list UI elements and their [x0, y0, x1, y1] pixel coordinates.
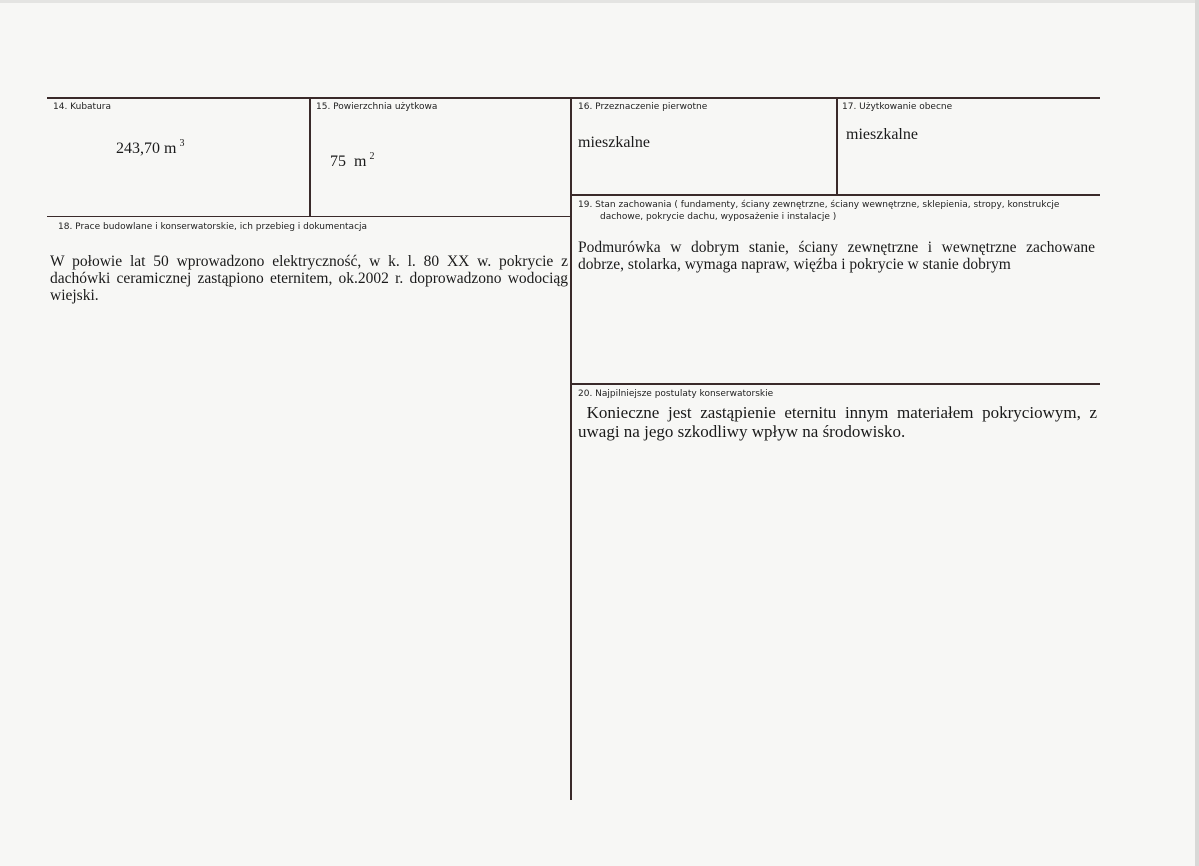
- rule-above-20: [570, 383, 1100, 385]
- field-19-label-line1: 19. Stan zachowania ( fundamenty, ściany zewnętrzne, ściany wewnętrzne, sklepienia, stropy, konstrukcje: [578, 200, 1060, 210]
- scan-edge-top: [0, 0, 1199, 3]
- field-19-label-line2: dachowe, pokrycie dachu, wyposażenie i instalacje ): [600, 212, 837, 222]
- field-17-value: mieszkalne: [846, 126, 918, 143]
- divider-16-17: [836, 97, 838, 195]
- field-14-number: 243,70 m: [116, 140, 177, 157]
- rule-above-18: [47, 216, 572, 217]
- divider-14-15: [309, 97, 311, 217]
- field-17-label: 17. Użytkowanie obecne: [842, 102, 953, 112]
- field-16-label: 16. Przeznaczenie pierwotne: [578, 102, 708, 112]
- field-18-label: 18. Prace budowlane i konserwatorskie, ich przebieg i dokumentacja: [58, 222, 368, 232]
- field-18-text: W połowie lat 50 wprowadzono elektryczność, w k. l. 80 XX w. pokrycie z dachówki ceramicznej zastąpiono eternitem, ok.2002 r. doprowadzono wodociąg wiejski.: [50, 253, 568, 304]
- field-15-label: 15. Powierzchnia użytkowa: [316, 102, 438, 112]
- field-19-text: Podmurówka w dobrym stanie, ściany zewnętrzne i wewnętrzne zachowane dobrze, stolarka, wymaga napraw, więźba i pokrycie w stanie dobrym: [578, 239, 1095, 273]
- field-16-value: mieszkalne: [578, 134, 650, 151]
- field-15-exponent: 2: [369, 151, 375, 162]
- field-15-number: 75 m: [330, 153, 367, 170]
- field-15-value: [330, 148, 374, 171]
- field-14-label: 14. Kubatura: [53, 102, 112, 112]
- scan-edge-right: [1195, 0, 1199, 866]
- main-vertical-divider: [570, 97, 572, 800]
- rule-under-16-17: [570, 194, 1100, 196]
- field-14-exponent: 3: [179, 138, 185, 149]
- field-14-value: [116, 135, 184, 158]
- field-20-label: 20. Najpilniejsze postulaty konserwatorskie: [578, 389, 774, 399]
- field-20-text: Konieczne jest zastąpienie eternitu innym materiałem pokryciowym, z uwagi na jego szkodliwy wpływ na środowisko.: [578, 403, 1102, 441]
- top-rule: [47, 97, 1100, 99]
